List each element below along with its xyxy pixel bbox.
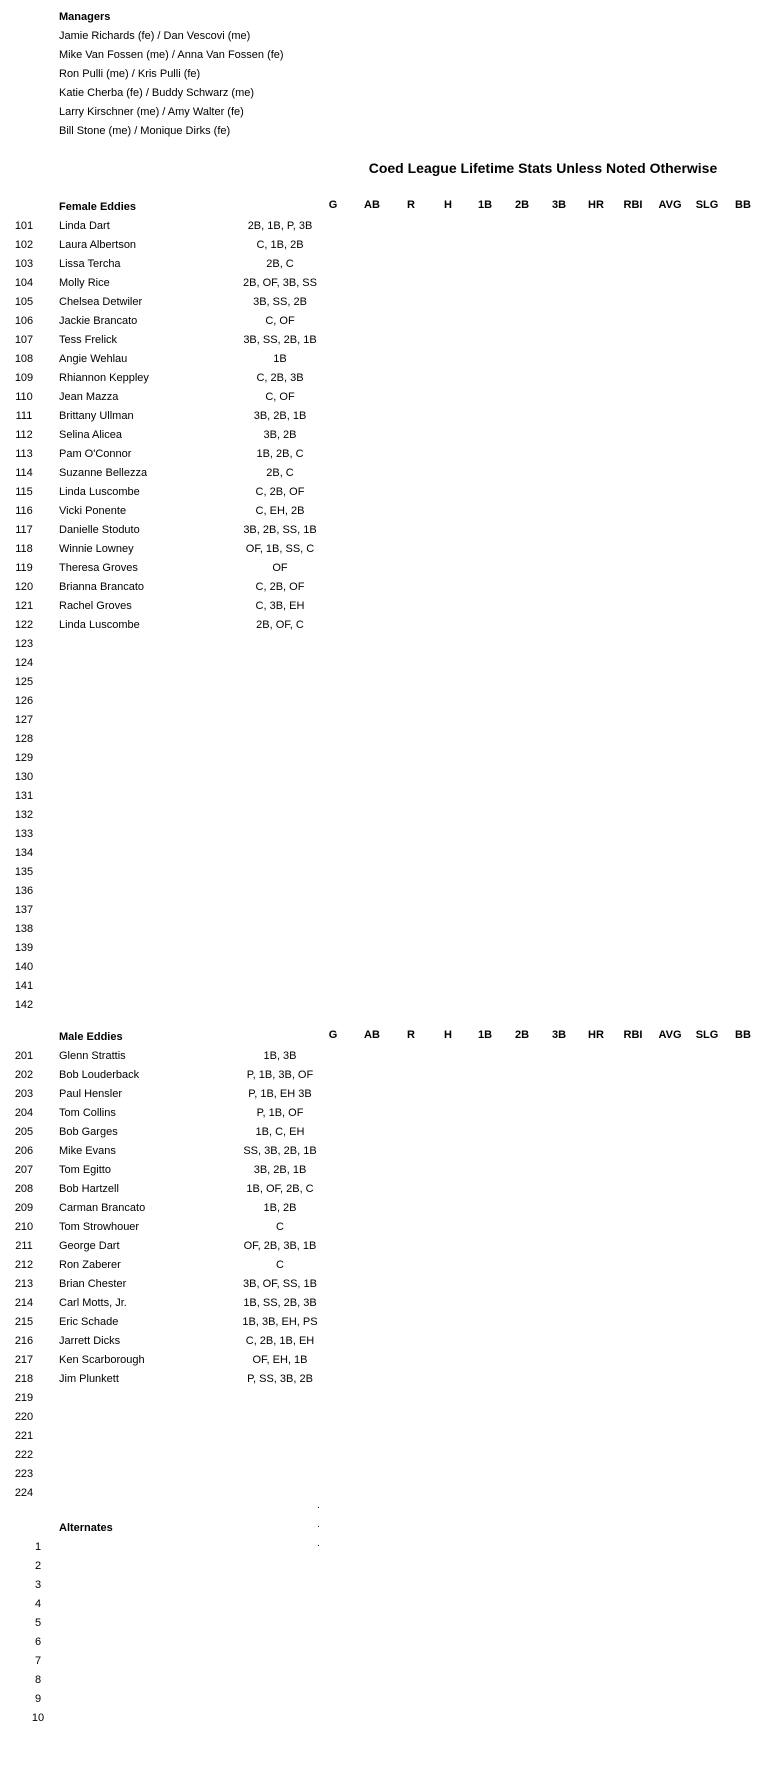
roster-number: 209 bbox=[14, 1202, 34, 1214]
roster-number: 113 bbox=[15, 448, 33, 460]
player-positions: P, 1B, 3B, OF bbox=[246, 1069, 314, 1081]
alternate-number: 5 bbox=[34, 1617, 42, 1629]
roster-number: 220 bbox=[14, 1411, 34, 1423]
stat-column-header: 1B bbox=[477, 199, 493, 211]
player-positions: 3B, SS, 2B, 1B bbox=[243, 334, 317, 346]
roster-number: 126 bbox=[14, 695, 34, 707]
roster-number: 205 bbox=[14, 1126, 34, 1138]
player-name: Tess Frelick bbox=[59, 334, 118, 346]
roster-number: 132 bbox=[14, 809, 34, 821]
player-positions: 1B, OF, 2B, C bbox=[246, 1183, 314, 1195]
player-positions: OF, EH, 1B bbox=[252, 1354, 308, 1366]
player-positions: 2B, OF, 3B, SS bbox=[243, 277, 317, 289]
player-name: Rhiannon Keppley bbox=[59, 372, 149, 384]
player-positions: 3B, SS, 2B bbox=[253, 296, 307, 308]
roster-number: 102 bbox=[14, 239, 34, 251]
player-name: Angie Wehlau bbox=[59, 353, 128, 365]
player-name: Bob Hartzell bbox=[59, 1183, 119, 1195]
roster-number: 116 bbox=[15, 505, 33, 517]
stat-column-header: AB bbox=[364, 199, 380, 211]
roster-number: 125 bbox=[14, 676, 34, 688]
alternate-number: 6 bbox=[34, 1636, 42, 1648]
player-positions: P, 1B, OF bbox=[256, 1107, 304, 1119]
stat-column-header: 2B bbox=[514, 1029, 530, 1041]
player-positions: 1B, 2B, C bbox=[256, 448, 304, 460]
player-name: Brittany Ullman bbox=[59, 410, 134, 422]
player-name: Brianna Brancato bbox=[59, 581, 144, 593]
player-name: Vicki Ponente bbox=[59, 505, 127, 517]
roster-number: 109 bbox=[14, 372, 34, 384]
stat-column-header: SLG bbox=[695, 199, 719, 211]
player-positions: 2B, C bbox=[266, 258, 294, 270]
roster-number: 107 bbox=[14, 334, 34, 346]
manager-item: Ron Pulli (me) / Kris Pulli (fe) bbox=[59, 68, 201, 80]
roster-number: 117 bbox=[15, 524, 33, 536]
roster-number: 224 bbox=[14, 1487, 34, 1499]
alternate-number: 8 bbox=[34, 1674, 42, 1686]
player-positions: C, 2B, 3B bbox=[256, 372, 304, 384]
manager-item: Larry Kirschner (me) / Amy Walter (fe) bbox=[59, 106, 244, 118]
alternate-number: 9 bbox=[34, 1693, 42, 1705]
player-name: Glenn Strattis bbox=[59, 1050, 126, 1062]
player-name: Mike Evans bbox=[59, 1145, 116, 1157]
roster-number: 104 bbox=[14, 277, 34, 289]
alternate-number: 7 bbox=[34, 1655, 42, 1667]
player-name: Linda Luscombe bbox=[59, 619, 140, 631]
roster-number: 211 bbox=[15, 1240, 33, 1252]
player-positions: 2B, 1B, P, 3B bbox=[247, 220, 313, 232]
marker-dot: . bbox=[317, 1538, 320, 1549]
roster-number: 118 bbox=[15, 543, 33, 555]
player-positions: 2B, C bbox=[266, 467, 294, 479]
roster-number: 106 bbox=[14, 315, 34, 327]
player-name: Paul Hensler bbox=[59, 1088, 122, 1100]
player-positions: 3B, 2B, SS, 1B bbox=[243, 524, 317, 536]
marker-dot: . bbox=[317, 1519, 320, 1530]
player-positions: P, 1B, EH 3B bbox=[248, 1088, 312, 1100]
roster-number: 201 bbox=[14, 1050, 34, 1062]
roster-number: 103 bbox=[14, 258, 34, 270]
player-name: Linda Dart bbox=[59, 220, 110, 232]
player-positions: 1B, 3B bbox=[263, 1050, 297, 1062]
player-positions: 1B bbox=[273, 353, 287, 365]
roster-number: 215 bbox=[14, 1316, 34, 1328]
stat-column-header: HR bbox=[588, 1029, 604, 1041]
stat-column-header: AVG bbox=[658, 199, 682, 211]
player-positions: 1B, 2B bbox=[263, 1202, 297, 1214]
player-name: Brian Chester bbox=[59, 1278, 127, 1290]
roster-number: 105 bbox=[14, 296, 34, 308]
player-name: Jarrett Dicks bbox=[59, 1335, 121, 1347]
player-name: Winnie Lowney bbox=[59, 543, 134, 555]
marker-dot: . bbox=[317, 1500, 320, 1511]
stat-column-header: R bbox=[407, 199, 415, 211]
manager-item: Bill Stone (me) / Monique Dirks (fe) bbox=[59, 125, 231, 137]
roster-number: 212 bbox=[14, 1259, 34, 1271]
player-name: Lissa Tercha bbox=[59, 258, 121, 270]
player-name: Jackie Brancato bbox=[59, 315, 138, 327]
roster-number: 217 bbox=[14, 1354, 34, 1366]
player-positions: OF, 1B, SS, C bbox=[245, 543, 315, 555]
player-positions: C bbox=[276, 1221, 284, 1233]
female-heading: Female Eddies bbox=[59, 201, 137, 213]
stat-column-header: RBI bbox=[623, 199, 643, 211]
player-positions: P, SS, 3B, 2B bbox=[247, 1373, 313, 1385]
stat-column-header: BB bbox=[735, 1029, 751, 1041]
stat-column-header: G bbox=[328, 1029, 338, 1041]
roster-number: 218 bbox=[14, 1373, 34, 1385]
player-positions: C, 2B, OF bbox=[255, 486, 305, 498]
roster-number: 219 bbox=[14, 1392, 34, 1404]
roster-number: 214 bbox=[14, 1297, 34, 1309]
roster-number: 208 bbox=[14, 1183, 34, 1195]
roster-number: 134 bbox=[14, 847, 34, 859]
stat-column-header: R bbox=[407, 1029, 415, 1041]
roster-number: 207 bbox=[14, 1164, 34, 1176]
male-heading: Male Eddies bbox=[59, 1031, 123, 1043]
roster-number: 121 bbox=[14, 600, 34, 612]
stat-column-header: AVG bbox=[658, 1029, 682, 1041]
player-name: Bob Garges bbox=[59, 1126, 118, 1138]
player-positions: C, 2B, 1B, EH bbox=[245, 1335, 315, 1347]
player-name: Laura Albertson bbox=[59, 239, 137, 251]
roster-number: 101 bbox=[14, 220, 34, 232]
roster-number: 120 bbox=[14, 581, 34, 593]
roster-number: 142 bbox=[14, 999, 34, 1011]
stat-column-header: 3B bbox=[551, 199, 567, 211]
roster-number: 123 bbox=[14, 638, 34, 650]
roster-number: 206 bbox=[14, 1145, 34, 1157]
alternate-number: 4 bbox=[34, 1598, 42, 1610]
player-positions: 3B, OF, SS, 1B bbox=[243, 1278, 317, 1290]
player-positions: OF, 2B, 3B, 1B bbox=[243, 1240, 317, 1252]
player-name: Linda Luscombe bbox=[59, 486, 140, 498]
player-name: George Dart bbox=[59, 1240, 120, 1252]
player-positions: 3B, 2B bbox=[263, 429, 297, 441]
roster-number: 131 bbox=[14, 790, 34, 802]
stat-column-header: H bbox=[444, 199, 452, 211]
player-positions: C, OF bbox=[265, 315, 295, 327]
player-name: Molly Rice bbox=[59, 277, 110, 289]
player-positions: 1B, 3B, EH, PS bbox=[242, 1316, 318, 1328]
roster-number: 136 bbox=[14, 885, 34, 897]
page-title: Coed League Lifetime Stats Unless Noted Otherwise bbox=[368, 160, 718, 176]
roster-number: 124 bbox=[14, 657, 34, 669]
stat-column-header: 2B bbox=[514, 199, 530, 211]
stat-column-header: H bbox=[444, 1029, 452, 1041]
roster-number: 108 bbox=[14, 353, 34, 365]
roster-number: 140 bbox=[14, 961, 34, 973]
player-positions: 2B, OF, C bbox=[256, 619, 304, 631]
stat-column-header: BB bbox=[735, 199, 751, 211]
player-name: Suzanne Bellezza bbox=[59, 467, 148, 479]
player-name: Ken Scarborough bbox=[59, 1354, 145, 1366]
player-name: Carl Motts, Jr. bbox=[59, 1297, 127, 1309]
stat-column-header: G bbox=[328, 199, 338, 211]
roster-number: 216 bbox=[14, 1335, 34, 1347]
player-positions: C, 1B, 2B bbox=[256, 239, 304, 251]
player-name: Jean Mazza bbox=[59, 391, 119, 403]
player-name: Tom Egitto bbox=[59, 1164, 111, 1176]
roster-number: 133 bbox=[14, 828, 34, 840]
roster-number: 119 bbox=[15, 562, 33, 574]
roster-number: 141 bbox=[14, 980, 34, 992]
player-name: Rachel Groves bbox=[59, 600, 132, 612]
manager-item: Jamie Richards (fe) / Dan Vescovi (me) bbox=[59, 30, 251, 42]
alternate-number: 3 bbox=[34, 1579, 42, 1591]
roster-number: 203 bbox=[14, 1088, 34, 1100]
player-positions: C, 3B, EH bbox=[255, 600, 305, 612]
roster-number: 138 bbox=[14, 923, 34, 935]
roster-number: 202 bbox=[14, 1069, 34, 1081]
roster-number: 111 bbox=[15, 410, 33, 422]
player-name: Bob Louderback bbox=[59, 1069, 140, 1081]
roster-number: 135 bbox=[14, 866, 34, 878]
player-positions: 1B, C, EH bbox=[255, 1126, 305, 1138]
player-name: Ron Zaberer bbox=[59, 1259, 121, 1271]
roster-number: 110 bbox=[15, 391, 33, 403]
player-name: Theresa Groves bbox=[59, 562, 138, 574]
stat-column-header: AB bbox=[364, 1029, 380, 1041]
player-name: Eric Schade bbox=[59, 1316, 119, 1328]
alternate-number: 1 bbox=[34, 1541, 42, 1553]
stat-column-header: SLG bbox=[695, 1029, 719, 1041]
alternates-heading: Alternates bbox=[59, 1522, 113, 1534]
stat-column-header: RBI bbox=[623, 1029, 643, 1041]
roster-number: 213 bbox=[14, 1278, 34, 1290]
stat-column-header: HR bbox=[588, 199, 604, 211]
roster-number: 129 bbox=[14, 752, 34, 764]
roster-number: 122 bbox=[14, 619, 34, 631]
roster-number: 127 bbox=[14, 714, 34, 726]
roster-number: 115 bbox=[15, 486, 33, 498]
manager-item: Katie Cherba (fe) / Buddy Schwarz (me) bbox=[59, 87, 255, 99]
roster-number: 137 bbox=[14, 904, 34, 916]
roster-number: 112 bbox=[15, 429, 33, 441]
roster-number: 114 bbox=[15, 467, 33, 479]
roster-number: 128 bbox=[14, 733, 34, 745]
player-name: Jim Plunkett bbox=[59, 1373, 119, 1385]
manager-item: Mike Van Fossen (me) / Anna Van Fossen (fe) bbox=[59, 49, 284, 61]
stat-column-header: 3B bbox=[551, 1029, 567, 1041]
player-positions: 1B, SS, 2B, 3B bbox=[243, 1297, 317, 1309]
player-name: Pam O'Connor bbox=[59, 448, 132, 460]
player-positions: 3B, 2B, 1B bbox=[253, 1164, 307, 1176]
managers-heading: Managers bbox=[59, 11, 111, 23]
alternate-number: 2 bbox=[34, 1560, 42, 1572]
player-positions: C, OF bbox=[265, 391, 295, 403]
player-positions: 3B, 2B, 1B bbox=[253, 410, 307, 422]
player-name: Carman Brancato bbox=[59, 1202, 146, 1214]
player-positions: OF bbox=[272, 562, 288, 574]
player-name: Chelsea Detwiler bbox=[59, 296, 143, 308]
player-name: Danielle Stoduto bbox=[59, 524, 140, 536]
player-positions: C, EH, 2B bbox=[255, 505, 305, 517]
player-name: Tom Collins bbox=[59, 1107, 116, 1119]
roster-number: 222 bbox=[14, 1449, 34, 1461]
roster-number: 210 bbox=[14, 1221, 34, 1233]
stat-column-header: 1B bbox=[477, 1029, 493, 1041]
player-positions: C bbox=[276, 1259, 284, 1271]
roster-number: 130 bbox=[14, 771, 34, 783]
alternate-number: 10 bbox=[31, 1712, 45, 1724]
player-name: Tom Strowhouer bbox=[59, 1221, 140, 1233]
roster-number: 204 bbox=[14, 1107, 34, 1119]
player-name: Selina Alicea bbox=[59, 429, 122, 441]
player-positions: SS, 3B, 2B, 1B bbox=[243, 1145, 317, 1157]
roster-number: 139 bbox=[14, 942, 34, 954]
roster-number: 223 bbox=[14, 1468, 34, 1480]
roster-number: 221 bbox=[14, 1430, 34, 1442]
player-positions: C, 2B, OF bbox=[255, 581, 305, 593]
